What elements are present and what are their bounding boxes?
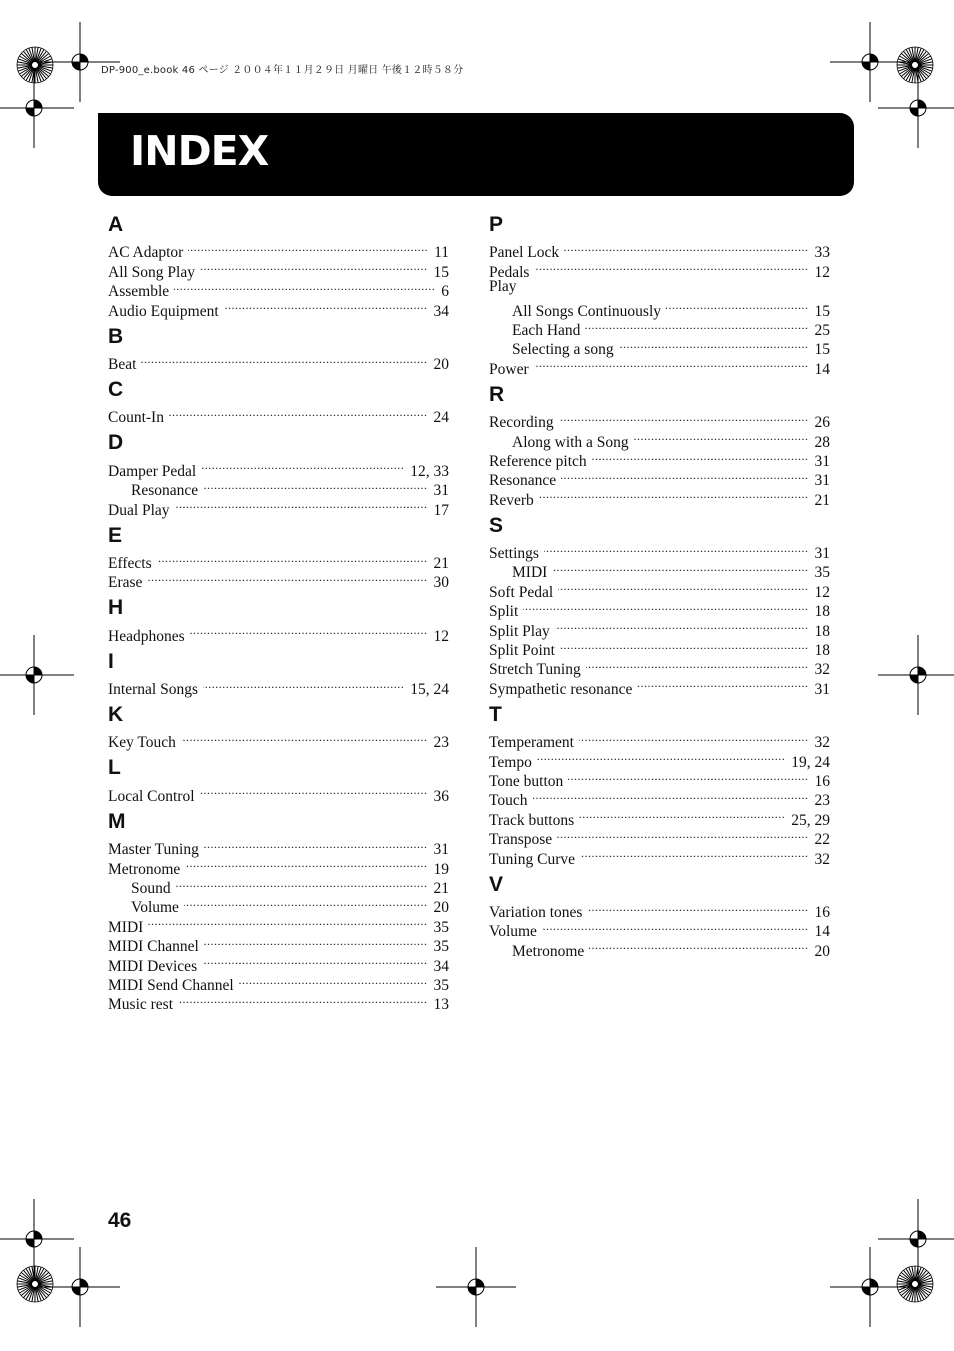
dot-leader: [560, 636, 809, 655]
entry-term: Stretch Tuning: [489, 661, 581, 679]
entry-page: 17: [433, 501, 449, 519]
section-letter: A: [108, 213, 124, 236]
entry-term: Master Tuning: [108, 841, 199, 859]
section-letter: L: [108, 756, 121, 780]
entry-page: 6: [441, 283, 449, 301]
entry-term: Volume: [489, 923, 537, 941]
dot-leader: [634, 427, 809, 446]
entry-page: 36: [433, 787, 449, 805]
entry-term: Sympathetic resonance: [489, 680, 633, 698]
dot-leader: [239, 971, 428, 990]
entry-page: 31: [433, 482, 449, 500]
entry-page: 22: [814, 831, 830, 849]
page-number: 46: [108, 1209, 132, 1232]
index-entry: [108, 350, 449, 373]
entry-term: Metronome: [512, 942, 585, 960]
dot-leader: [587, 898, 808, 917]
index-section-a: [108, 212, 449, 320]
dot-leader: [579, 728, 809, 747]
entry-term: All Song Play: [108, 263, 195, 281]
index-section-s: [489, 513, 830, 698]
section-letter: R: [489, 382, 505, 406]
dot-leader: [157, 549, 428, 568]
dot-leader: [568, 767, 808, 786]
entry-term: Touch: [489, 792, 528, 810]
dot-leader: [202, 951, 427, 970]
entry-term: MIDI Send Channel: [108, 976, 234, 994]
entry-page: 21: [433, 880, 449, 898]
entry-page: 32: [814, 734, 830, 752]
dot-leader: [555, 616, 809, 635]
entry-term: Recording: [489, 414, 554, 432]
entry-page: 34: [433, 302, 449, 320]
index-entry: [489, 539, 830, 563]
index-section-h: [108, 595, 449, 645]
entry-page: 18: [814, 622, 830, 640]
section-letter: S: [489, 513, 504, 537]
dot-leader: [585, 316, 808, 335]
entry-term: AC Adaptor: [108, 244, 184, 262]
entry-term: Transpose: [489, 831, 553, 849]
dot-leader: [544, 539, 809, 558]
dot-leader: [190, 621, 428, 640]
dot-leader: [559, 408, 809, 427]
dot-leader: [561, 466, 808, 485]
dot-leader: [200, 257, 428, 276]
entry-page: 33: [814, 244, 830, 262]
section-letter: I: [108, 649, 114, 673]
starburst-mark-icon: [896, 46, 934, 84]
entry-page: 13: [433, 996, 449, 1014]
entry-term: Headphones: [108, 627, 185, 645]
entry-term: Count-In: [108, 409, 164, 427]
entry-page: 16: [814, 772, 830, 790]
dot-leader: [169, 403, 428, 422]
dot-leader: [174, 277, 435, 296]
index-entry: [108, 403, 449, 427]
starburst-mark-icon: [896, 1265, 934, 1303]
index-entry: [108, 728, 449, 752]
index-entry: [489, 485, 830, 509]
entry-page: 35: [433, 938, 449, 956]
index-column-right: [489, 212, 830, 964]
entry-page: 21: [433, 554, 449, 572]
entry-term: Pedals: [489, 263, 530, 281]
entry-page: 34: [433, 957, 449, 975]
dot-leader: [534, 257, 808, 276]
entry-page: 12: [433, 627, 449, 645]
section-letter: D: [108, 431, 124, 455]
dot-leader: [188, 238, 428, 257]
index-entry: [489, 408, 830, 432]
entry-term: Reference pitch: [489, 452, 587, 470]
dot-leader: [586, 655, 809, 674]
entry-term: Tuning Curve: [489, 850, 575, 868]
starburst-mark-icon: [16, 46, 54, 84]
dot-leader: [558, 577, 808, 596]
index-section-b: [108, 324, 449, 373]
index-entry: [489, 277, 830, 296]
index-entry: [108, 549, 449, 572]
dot-leader: [201, 456, 404, 475]
entry-term: All Songs Continuously: [512, 302, 661, 320]
index-section-d: [108, 430, 449, 519]
entry-page: 12, 33: [410, 462, 449, 480]
entry-page: 15: [814, 341, 830, 359]
dot-leader: [148, 912, 427, 931]
entry-term: MIDI: [108, 918, 144, 936]
entry-page: 30: [433, 574, 449, 592]
dot-leader: [200, 781, 428, 800]
index-entry: [489, 805, 830, 829]
section-letter: C: [108, 377, 124, 401]
entry-page: 14: [814, 360, 830, 378]
dot-leader: [592, 447, 809, 466]
entry-term: Local Control: [108, 787, 195, 805]
entry-page: 28: [814, 433, 830, 451]
dot-leader: [176, 874, 428, 893]
index-entry: [108, 621, 449, 645]
index-entry: [108, 932, 449, 956]
index-section-e: [108, 523, 449, 592]
entry-term: Track buttons: [489, 811, 575, 829]
section-letter: T: [489, 702, 502, 726]
entry-term: Temperament: [489, 734, 574, 752]
section-letter: P: [489, 213, 504, 236]
entry-term: Damper Pedal: [108, 462, 197, 480]
entry-term: Play: [489, 277, 517, 295]
entry-term: Tempo: [489, 753, 532, 771]
entry-page: 32: [814, 850, 830, 868]
entry-page: 19, 24: [791, 753, 830, 771]
dot-leader: [579, 805, 785, 824]
index-entry: [108, 456, 449, 480]
entry-term: Split Point: [489, 642, 555, 660]
entry-page: 35: [814, 564, 830, 582]
index-entry: [108, 675, 449, 699]
entry-page: 31: [814, 452, 830, 470]
dot-leader: [181, 728, 428, 747]
entry-page: 31: [814, 472, 830, 490]
entry-term: Audio Equipment: [108, 302, 219, 320]
dot-leader: [589, 936, 808, 955]
index-entry: [108, 238, 449, 262]
entry-term: Settings: [489, 545, 539, 563]
section-letter: H: [108, 596, 124, 620]
section-letter: E: [108, 523, 123, 547]
entry-page: 18: [814, 642, 830, 660]
crosshair-mark-icon: [436, 1247, 516, 1327]
entry-page: 12: [814, 583, 830, 601]
entry-term: MIDI Channel: [108, 938, 199, 956]
entry-page: 19: [433, 860, 449, 878]
index-section-m: [108, 809, 449, 1014]
dot-leader: [534, 354, 809, 373]
entry-page: 31: [814, 680, 830, 698]
entry-page: 18: [814, 603, 830, 621]
index-entry: [108, 568, 449, 592]
index-entry: [489, 257, 830, 281]
dot-leader: [542, 917, 809, 936]
dot-leader: [637, 674, 808, 693]
entry-term: Erase: [108, 574, 143, 592]
entry-page: 26: [814, 414, 830, 432]
entry-term: Metronome: [108, 860, 181, 878]
entry-term: Selecting a song: [512, 341, 614, 359]
page-title: INDEX: [130, 127, 269, 175]
entry-term: Variation tones: [489, 903, 583, 921]
crosshair-mark-icon: [0, 635, 74, 715]
entry-page: 12: [814, 263, 830, 281]
index-entry: [489, 238, 830, 262]
index-entry: [108, 781, 449, 805]
dot-leader: [178, 990, 427, 1009]
entry-term: MIDI: [512, 564, 548, 582]
index-section-c: [108, 377, 449, 427]
index-column-left: [108, 212, 449, 1017]
entry-page: 25: [814, 321, 830, 339]
section-letter: M: [108, 809, 126, 833]
entry-term: Resonance: [131, 482, 199, 500]
entry-page: 16: [814, 903, 830, 921]
entry-term: Effects: [108, 554, 152, 572]
entry-page: 31: [433, 841, 449, 859]
entry-page: 21: [814, 491, 830, 509]
entry-page: 14: [814, 923, 830, 941]
dot-leader: [666, 296, 809, 315]
entry-page: 35: [433, 918, 449, 936]
entry-term: Soft Pedal: [489, 583, 554, 601]
entry-term: Resonance: [489, 472, 557, 490]
index-entry: [489, 616, 830, 640]
entry-page: 31: [814, 545, 830, 563]
dot-leader: [203, 675, 404, 694]
entry-term: Music rest: [108, 996, 174, 1014]
dot-leader: [184, 893, 428, 912]
dot-leader: [537, 747, 785, 766]
section-letter: K: [108, 703, 124, 727]
print-header: DP-900_e.book 46 ページ ２００４年１１月２９日 月曜日 午後１２時５８分: [101, 65, 464, 76]
dot-leader: [564, 238, 808, 257]
index-section-p: [489, 212, 830, 378]
entry-term: Sound: [131, 880, 171, 898]
dot-leader: [175, 495, 428, 514]
entry-term: Volume: [131, 899, 179, 917]
entry-term: Internal Songs: [108, 681, 198, 699]
section-letter: V: [489, 872, 504, 896]
section-letter: B: [108, 324, 124, 348]
entry-page: 15, 24: [410, 681, 449, 699]
entry-page: 24: [433, 409, 449, 427]
index-section-r: [489, 382, 830, 509]
entry-page: 35: [433, 976, 449, 994]
entry-term: Along with a Song: [512, 433, 629, 451]
entry-page: 23: [433, 734, 449, 752]
index-entry: [108, 912, 449, 936]
entry-term: Reverb: [489, 491, 534, 509]
entry-term: Tone button: [489, 772, 564, 790]
entry-page: 15: [814, 302, 830, 320]
dot-leader: [533, 786, 809, 805]
dot-leader: [523, 597, 808, 616]
dot-leader: [147, 568, 427, 587]
entry-term: MIDI Devices: [108, 957, 198, 975]
entry-page: 23: [814, 792, 830, 810]
entry-page: 11: [434, 244, 449, 262]
dot-leader: [204, 835, 428, 854]
dot-leader: [204, 932, 428, 951]
entry-page: 20: [814, 942, 830, 960]
index-subentry: [489, 296, 830, 320]
index-entry: [108, 835, 449, 859]
entry-term: Dual Play: [108, 501, 170, 519]
entry-term: Split Play: [489, 622, 550, 640]
index-section-v: [489, 872, 830, 960]
dot-leader: [141, 350, 427, 369]
dot-leader: [539, 485, 809, 504]
entry-term: Power: [489, 360, 529, 378]
entry-page: 32: [814, 661, 830, 679]
crosshair-mark-icon: [878, 635, 954, 715]
dot-leader: [203, 476, 427, 495]
entry-term: Assemble: [108, 283, 170, 301]
index-section-k: [108, 702, 449, 752]
dot-leader: [557, 825, 808, 844]
entry-term: Panel Lock: [489, 244, 560, 262]
entry-term: Split: [489, 603, 519, 621]
index-entry: [489, 898, 830, 921]
index-section-l: [108, 755, 449, 805]
index-entry: [489, 786, 830, 810]
index-entry: [489, 728, 830, 752]
dot-leader: [224, 296, 428, 315]
entry-term: Key Touch: [108, 734, 176, 752]
index-section-i: [108, 649, 449, 699]
index-section-t: [489, 702, 830, 868]
index-entry: [489, 767, 830, 790]
entry-term: Each Hand: [512, 321, 581, 339]
entry-page: 20: [433, 899, 449, 917]
entry-page: 20: [433, 355, 449, 373]
dot-leader: [185, 854, 427, 873]
title-banner: [98, 113, 854, 196]
dot-leader: [619, 335, 809, 354]
index-entry: [489, 747, 830, 771]
index-entry: [489, 597, 830, 621]
index-entry: [489, 354, 830, 378]
entry-page: 15: [433, 263, 449, 281]
entry-page: 25, 29: [791, 811, 830, 829]
starburst-mark-icon: [16, 1265, 54, 1303]
dot-leader: [552, 558, 808, 577]
entry-term: Beat: [108, 355, 137, 373]
dot-leader: [580, 844, 809, 863]
